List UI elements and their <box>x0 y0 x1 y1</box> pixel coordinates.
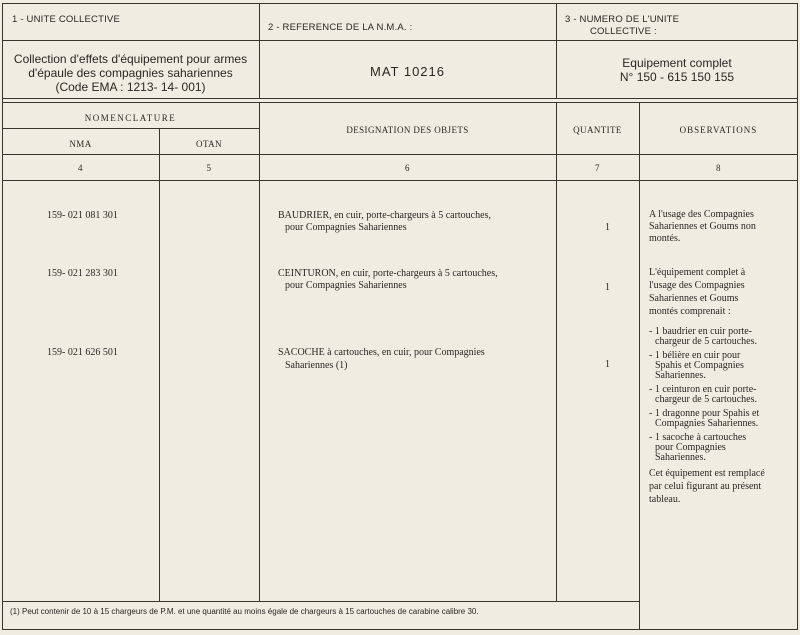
column-number-8: 8 <box>716 163 721 173</box>
nomenclature-header: NOMENCLATURE <box>84 113 177 123</box>
designation-header: DESIGNATION DES OBJETS <box>346 125 469 135</box>
observation-first-line-1: A l'usage des Compagnies <box>649 209 754 220</box>
column-header-rule <box>2 154 798 155</box>
observation-final-line-3: tableau. <box>649 494 681 505</box>
nomenclature-rule <box>2 128 259 129</box>
frame-bottom <box>2 629 798 630</box>
observation-item-4-line-1: - 1 dragonne pour Spahis et <box>649 408 760 419</box>
otan-header: OTAN <box>196 139 222 149</box>
observation-item-2-line-1: - 1 bélière en cuir pour <box>649 350 741 361</box>
nma-header: NMA <box>69 139 92 149</box>
header-label-rule-1 <box>2 40 259 41</box>
table-row-3-quantite: 1 <box>605 359 610 370</box>
reference-label: 2 - REFERENCE DE LA N.M.A. : <box>268 22 413 33</box>
column-number-6: 6 <box>405 163 410 173</box>
numero-value-line-2: N° 150 - 615 150 155 <box>619 70 735 84</box>
observation-item-5-line-3: Sahariennes. <box>655 452 706 463</box>
observations-header: OBSERVATIONS <box>679 125 758 135</box>
table-row-1-designation-line-1: BAUDRIER, en cuir, porte-chargeurs à 5 cartouches, <box>278 210 491 221</box>
observation-second-line-3: Sahariennes et Goums <box>649 293 739 304</box>
unite-collective-label: 1 - UNITE COLLECTIVE <box>12 14 120 25</box>
table-row-3-designation-line-2: Sahariennes (1) <box>285 360 348 371</box>
table-row-3-nma: 159- 021 626 501 <box>47 347 118 358</box>
column-number-4: 4 <box>78 163 83 173</box>
table-row-1-designation-line-2: pour Compagnies Sahariennes <box>285 222 407 233</box>
column-number-7: 7 <box>595 163 600 173</box>
observation-item-4-line-2: Compagnies Sahariennes. <box>655 418 759 429</box>
observation-second-line-4: montés comprenait : <box>649 306 731 317</box>
observation-item-3-line-2: chargeur de 5 cartouches. <box>655 394 757 405</box>
observation-first-line-3: montés. <box>649 233 681 244</box>
frame-top <box>2 3 798 4</box>
col-divider-desig-qty <box>556 102 557 601</box>
column-number-5: 5 <box>206 163 212 173</box>
unite-collective-line-1: Collection d'effets d'équipement pour armes <box>13 52 248 66</box>
observation-final-line-1: Cet équipement est remplacé <box>649 468 765 479</box>
header-bottom-rule <box>2 98 798 99</box>
observation-item-5-line-1: - 1 sacoche à cartouches <box>649 432 747 443</box>
table-row-1-nma: 159- 021 081 301 <box>47 210 118 221</box>
observation-item-2-line-3: Sahariennes. <box>655 370 706 381</box>
footnote-rule <box>2 601 640 602</box>
observation-item-2-line-2: Spahis et Compagnies <box>655 360 744 371</box>
col-divider-otan-desig <box>259 102 260 601</box>
table-row-1-quantite: 1 <box>605 222 610 233</box>
header-label-rule-2 <box>259 40 556 41</box>
observation-final-line-2: par celui figurant au présent <box>649 481 762 492</box>
header-divider-2 <box>556 3 557 99</box>
observation-item-1-line-2: chargeur de 5 cartouches. <box>655 336 757 347</box>
observation-item-5-line-2: pour Compagnies <box>655 442 726 453</box>
table-row-2-designation-line-2: pour Compagnies Sahariennes <box>285 280 407 291</box>
unite-collective-line-2: d'épaule des compagnies sahariennes <box>28 66 233 80</box>
footnote: (1) Peut contenir de 10 à 15 chargeurs de P.M. et une quantité au moins égale de chargeurs à 15 cartouches de carabine calibre 30. <box>10 607 479 616</box>
numero-label-line-1: 3 - NUMERO DE L'UNITE <box>565 14 680 25</box>
quantite-header: QUANTITE <box>573 125 622 135</box>
observation-item-1-line-1: - 1 baudrier en cuir porte- <box>649 326 753 337</box>
observation-second-line-1: L'équipement complet à <box>649 267 746 278</box>
header-label-rule-3 <box>556 40 798 41</box>
observation-first-line-2: Sahariennes et Goums non <box>649 221 756 232</box>
table-row-3-designation-line-1: SACOCHE à cartouches, en cuir, pour Compagnies <box>278 347 485 358</box>
table-row-2-quantite: 1 <box>605 282 610 293</box>
table-row-2-designation-line-1: CEINTURON, en cuir, porte-chargeurs à 5 cartouches, <box>278 268 498 279</box>
numero-value-line-1: Equipement complet <box>622 56 732 70</box>
observation-item-3-line-1: - 1 ceinturon en cuir porte- <box>649 384 757 395</box>
col-divider-nma-otan <box>159 128 160 601</box>
reference-value: MAT 10216 <box>369 64 445 79</box>
unite-collective-line-3: (Code EMA : 1213- 14- 001) <box>55 80 206 94</box>
numero-label-line-2: COLLECTIVE : <box>590 26 657 37</box>
observation-second-line-2: l'usage des Compagnies <box>649 280 745 291</box>
header-bottom-rule-2 <box>2 102 798 103</box>
column-number-rule <box>2 180 798 181</box>
table-row-2-nma: 159- 021 283 301 <box>47 268 118 279</box>
header-divider-1 <box>259 3 260 99</box>
